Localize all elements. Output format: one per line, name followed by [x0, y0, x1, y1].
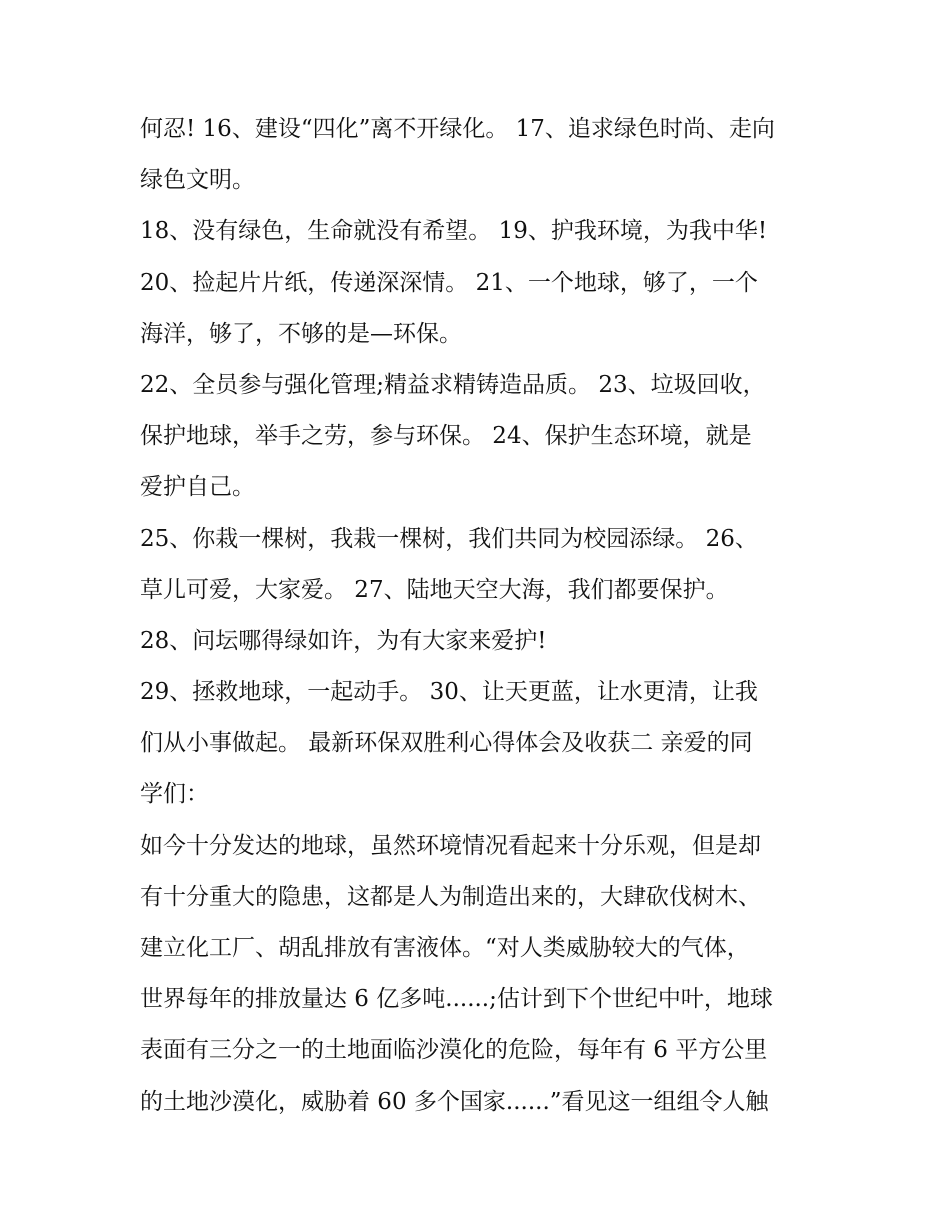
text-line: 保护地球，举手之劳，参与环保。 24、保护生态环境，就是 — [140, 423, 752, 450]
text-line: 绿色文明。 — [140, 167, 255, 194]
text-line: 的土地沙漠化，威胁着 60 多个国家......”看见这一组组令人触 — [140, 1088, 769, 1115]
text-line: 20、捡起片片纸，传递深深情。 21、一个地球，够了，一个 — [140, 269, 758, 296]
text-line: 如今十分发达的地球，虽然环境情况看起来十分乐观，但是却 — [140, 832, 761, 859]
text-line: 草儿可爱，大家爱。 27、陆地天空大海，我们都要保护。 — [140, 576, 729, 603]
text-line: 28、问坛哪得绿如许，为有大家来爱护! — [140, 627, 547, 654]
text-line: 表面有三分之一的土地面临沙漠化的危险，每年有 6 平方公里 — [140, 1037, 768, 1064]
text-line: 25、你栽一棵树，我栽一棵树，我们共同为校园添绿。 26、 — [140, 525, 758, 552]
text-line: 世界每年的排放量达 6 亿多吨......;估计到下个世纪中叶，地球 — [140, 986, 773, 1013]
text-line: 有十分重大的隐患，这都是人为制造出来的，大肆砍伐树木、 — [140, 883, 761, 910]
text-line: 18、没有绿色，生命就没有希望。 19、护我环境，为我中华! — [140, 218, 768, 245]
text-line: 何忍! 16、建设“四化”离不开绿化。 17、追求绿色时尚、走向 — [140, 116, 775, 142]
text-line: 29、拯救地球，一起动手。 30、让天更蓝，让水更清，让我 — [140, 679, 758, 706]
text-line: 22、全员参与强化管理;精益求精铸造品质。 23、垃圾回收， — [140, 371, 766, 398]
text-line: 海洋，够了，不够的是—环保。 — [140, 320, 462, 347]
text-line: 爱护自己。 — [140, 474, 255, 501]
text-line: 建立化工厂、胡乱排放有害液体。“对人类威胁较大的气体， — [140, 935, 750, 961]
text-line: 学们： — [140, 781, 209, 808]
text-line: 们从小事做起。 最新环保双胜利心得体会及收获二 亲爱的同 — [140, 730, 753, 757]
body-text — [140, 104, 830, 1128]
